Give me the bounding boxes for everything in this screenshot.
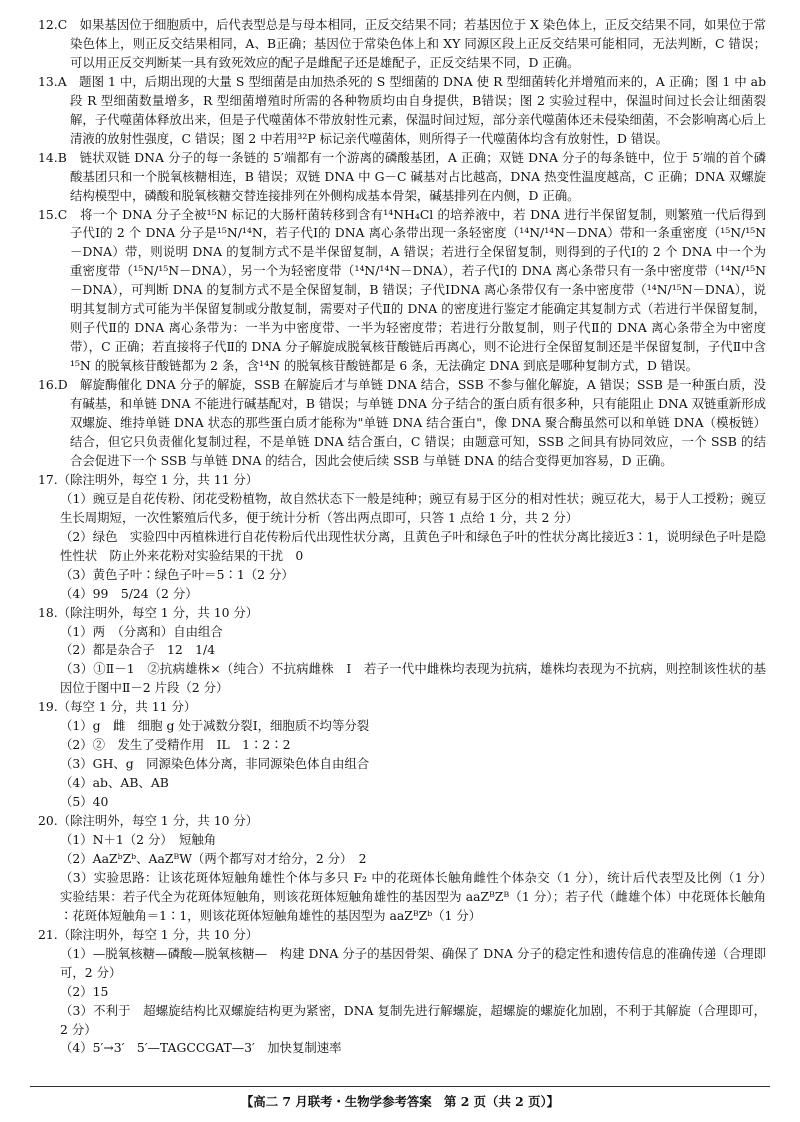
answer-19-part-3: （3）GH、g 同源染色体分离，非同源染色体自由组合 (60, 756, 370, 772)
answer-21-part-3: （3）不利于 超螺旋结构比双螺旋结构更为紧密，DNA 复制先进行解螺旋，超螺旋的螺旋化加剧，不利于其解旋（合理即可，2 分） (60, 1002, 766, 1037)
answer-14: 14.B 链状双链 DNA 分子的每一条链的 5′端都有一个游离的磷酸基团，A 正确；双链 DNA 分子的每条链中，位于 5′端的首个磷酸基团只和一个脱氧核糖相连，B 错误；双链 DNA 中 G－C 碱基对占比越高，DNA 热变性温度越高，C 正确；DNA 双螺旋结构模型中，磷酸和脱氧核糖交替连接排列在外侧构成基本骨架，碱基排列在内侧，D 正确。 (38, 149, 766, 203)
answer-17-head: 17.（除注明外，每空 1 分，共 11 分） (38, 471, 259, 487)
answer-19-part-4: （4）ab、AB、AB (60, 775, 169, 791)
answer-20-head: 20.（除注明外，每空 1 分，共 10 分） (38, 813, 259, 829)
answer-19-part-5: （5）40 (60, 794, 109, 810)
answer-21-part-1: （1）—脱氧核糖—磷酸—脱氧核糖— 构建 DNA 分子的基因骨架、确保了 DNA 分子的稳定性和遗传信息的准确传递（合理即可，2 分） (60, 945, 766, 980)
answer-18-part-2: （2）都是杂合子 12 1/4 (60, 642, 216, 658)
answer-18-part-1: （1）两 （分离和）自由组合 (60, 623, 223, 639)
answer-sheet-page (38, 16, 779, 1058)
answer-18-head: 18.（除注明外，每空 1 分，共 10 分） (38, 604, 259, 620)
answer-19-part-2: （2）② 发生了受精作用 IL 1∶2∶2 (60, 737, 291, 753)
answer-21-head: 21.（除注明外，每空 1 分，共 10 分） (38, 926, 259, 942)
answer-17-part-4: （4）99 5/24（2 分） (60, 585, 198, 601)
answer-17-part-2: （2）绿色 实验四中丙植株进行自花传粉后代出现性状分离，且黄色子叶和绿色子叶的性状分离比接近3∶1，说明绿色子叶是隐性性状 防止外来花粉对实验结果的干扰 0 (60, 528, 766, 563)
answer-17-part-1: （1）豌豆是自花传粉、闭花受粉植物，故自然状态下一般是纯种；豌豆有易于区分的相对性状；豌豆花大，易于人工授粉；豌豆生长周期短，一次性繁殖后代多，便于统计分析（答出两点即可，只答 1 点给 1 分，共 2 分） (60, 490, 766, 525)
answer-21-part-4: （4）5′→3′ 5′—TAGCCGAT—3′ 加快复制速率 (60, 1040, 342, 1056)
footer-divider (30, 1086, 770, 1087)
answer-18-part-3: （3）①Ⅱ－1 ②抗病雄株×（纯合）不抗病雌株 Ⅰ 若子一代中雌株均表现为抗病，雄株均表现为不抗病，则控制该性状的基因位于图中Ⅱ－2 片段（2 分） (60, 661, 766, 696)
answer-12: 12.C 如果基因位于细胞质中，后代表型总是与母本相同，正反交结果不同；若基因位于 X 染色体上，正反交结果不同，如果位于常染色体上，则正反交结果相同，A、B正确；基因位于常染色体上和 XY 同源区段上正反交结果可能相同，无法判断，C 错误；可以用正反交判断某一具有致死效应的配子是雌配子还是雄配子，正反交结果不同，D 正确。 (38, 17, 766, 70)
answer-19-head: 19.（每空 1 分，共 11 分） (38, 699, 197, 715)
answer-21-part-2: （2）15 (60, 983, 109, 999)
answer-20-part-1: （1）N＋1（2 分） 短触角 (60, 831, 217, 847)
answer-19-part-1: （1）g 雌 细胞 g 处于减数分裂Ⅰ，细胞质不均等分裂 (60, 718, 370, 734)
answer-13: 13.A 题图 1 中，后期出现的大量 S 型细菌是由加热杀死的 S 型细菌的 DNA 使 R 型细菌转化并增殖而来的，A 正确；图 1 中 ab 段 R 型细菌数量增多，R 型细菌增殖时所需的各种物质均由自身提供，B错误；图 2 实验过程中，保温时间过长会让细菌裂解，子代噬菌体释放出来，但是子代噬菌体不带放射性元素，保温时间过短，部分亲代噬菌体还未侵染细菌，不会影响离心后上清液的放射性强度，C 错误；图 2 中若用³²P 标记亲代噬菌体，则所得子一代噬菌体均含有放射性，D 错误。 (38, 73, 766, 146)
answer-17-part-3: （3）黄色子叶∶绿色子叶＝5∶1（2 分） (60, 566, 294, 582)
answer-15: 15.C 将一个 DNA 分子全被¹⁵N 标记的大肠杆菌转移到含有¹⁴NH₄Cl 的培养液中，若 DNA 进行半保留复制，则繁殖一代后得到子代Ⅰ的 2 个 DNA 分子是¹⁵N/¹⁴N，若子代Ⅰ的 DNA 离心条带出现一条轻密度（¹⁴N/¹⁴N－DNA）带和一条重密度（¹⁵N/¹⁵N－DNA）带，则说明 DNA 的复制方式不是半保留复制，A 错误；若进行全保留复制，则得到的子代Ⅰ的 2 个 DNA 中一个为重密度带（¹⁵N/¹⁵N－DNA），另一个为轻密度带（¹⁴N/¹⁴N－DNA），若子代Ⅰ的 DNA 离心条带只有一条中密度带（¹⁴N/¹⁵N－DNA），可判断 DNA 的复制方式不是全保留复制，B 错误；子代ⅠDNA 离心条带仅有一条中密度带（¹⁴N/¹⁵N－DNA），说明其复制方式可能为半保留复制或分散复制，需要对子代Ⅱ的 DNA 的密度进行鉴定才能确定其复制方式（若进行半保留复制，则子代Ⅱ的 DNA 离心条带为：一半为中密度带、一半为轻密度带；若进行分散复制，则子代Ⅱ的 DNA 离心条带全为中密度带），C 正确；若直接将子代Ⅱ的 DNA 分子解旋成脱氧核苷酸链后再离心，则不论进行全保留复制还是半保留复制，子代Ⅱ中含¹⁵N 的脱氧核苷酸链都为 2 条，含¹⁴N 的脱氧核苷酸链都是 6 条，无法确定 DNA 到底是哪种复制方式，D 错误。 (38, 206, 766, 374)
answer-20-part-2: （2）AaZᵇZᵇ、AaZᴮW（两个都写对才给分，2 分） 2 (60, 850, 367, 866)
answer-20-part-3: （3）实验思路：让该花斑体短触角雄性个体与多只 F₂ 中的花斑体长触角雌性个体杂交（1 分），统计后代表型及比例（1 分） 实验结果：若子代全为花斑体短触角，则该花斑体短触角雄性的基因型为 aaZᴮZᴮ（1 分）；若子代（雌雄个体）中花斑体长触角∶花斑体短触角＝1∶1，则该花斑体短触角雄性的基因型为 aaZᴮZᵇ（1 分） (60, 869, 779, 923)
answer-16: 16.D 解旋酶催化 DNA 分子的解旋，SSB 在解旋后才与单链 DNA 结合，SSB 不参与催化解旋，A 错误；SSB 是一种蛋白质，没有碱基，和单链 DNA 不能进行碱基配对，B 错误；与单链 DNA 分子结合的蛋白质有很多种，只有能阻止 DNA 双链重新形成双螺旋、维持单链 DNA 状态的那些蛋白质才能称为"单链 DNA 结合蛋白"，像 DNA 聚合酶虽然可以和单链 DNA（模板链）结合，但它只负责催化复制过程，不是单链 DNA 结合蛋白，C 错误；由题意可知，SSB 之间具有协同效应，一个 SSB 的结合会促进下一个 SSB 与单链 DNA 的结合，因此会使后续 SSB 与单链 DNA 的结合变得更加容易，D 正确。 (38, 377, 766, 468)
page-footer: 【高二 7 月联考・生物学参考答案 第 2 页（共 2 页）】 (240, 1094, 560, 1109)
